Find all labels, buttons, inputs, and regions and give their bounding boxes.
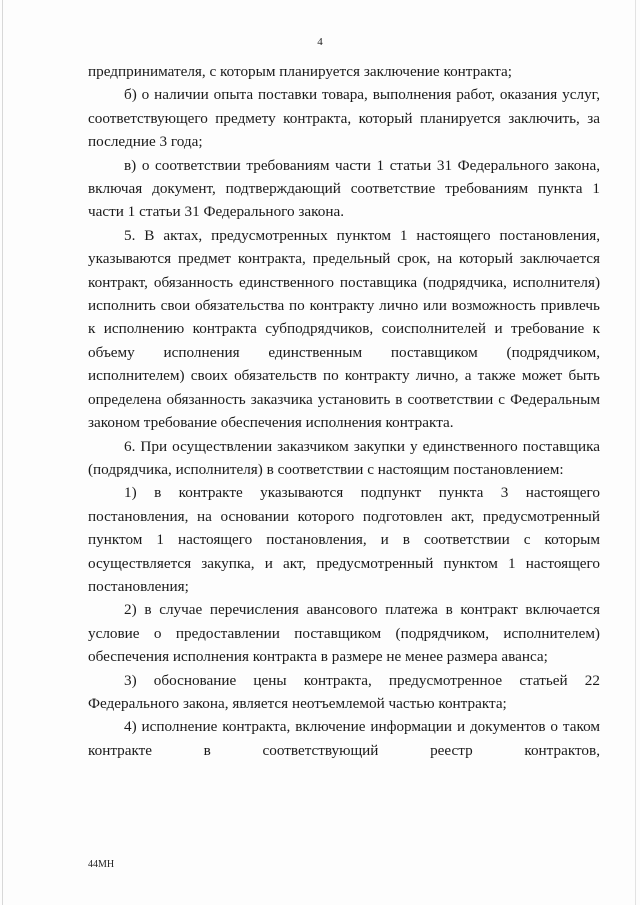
paragraph-item-3: 3) обоснование цены контракта, предусмотренное статьей 22 Федерального закона, является неотъемлемой частью контракта; — [88, 671, 600, 712]
paragraph-item-v: в) о соответствии требованиям части 1 статьи 31 Федерального закона, включая документ, подтверждающий соответствие требованиям пункта 1 части 1 статьи 31 Федерального закона. — [88, 156, 600, 221]
paragraph-item-b: б) о наличии опыта поставки товара, выполнения работ, оказания услуг, соответствующего предмету контракта, который планируется заключить, за последние 3 года; — [88, 86, 600, 151]
page-number: 4 — [317, 36, 323, 48]
paragraph-continuation: предпринимателя, с которым планируется заключение контракта; — [88, 63, 512, 80]
paragraph-clause-5: 5. В актах, предусмотренных пунктом 1 настоящего постановления, указываются предмет контракта, предельный срок, на который заключается контракт, обязанность единственного поставщика (подрядчика, исполнителя) исполнить свои обязательства по контракту лично или возможность привлечь к исполнению контракта субподрядчиков, соисполнителей и требование к объему исполнения единственным поставщиком (подрядчиком, исполнителем) своих обязательств по контракту лично, а также может быть определена обязанность заказчика установить в соответствии с Федеральным законом требование обеспечения исполнения контракта. — [88, 226, 600, 432]
document-body — [88, 60, 600, 762]
scan-edge-left — [2, 0, 3, 905]
scan-edge-right — [635, 0, 636, 905]
footer-code: 44МН — [88, 859, 115, 870]
paragraph-item-1: 1) в контракте указываются подпункт пункта 3 настоящего постановления, на основании которого подготовлен акт, предусмотренный пунктом 1 настоящего постановления, и в соответствии с которым осуществляется закупка, и акт, предусмотренный пунктом 1 настоящего постановления; — [88, 484, 600, 595]
paragraph-item-2: 2) в случае перечисления авансового платежа в контракт включается условие о предоставлении поставщиком (подрядчиком, исполнителем) обеспечения исполнения контракта в размере не менее размера аванса; — [88, 601, 600, 666]
paragraph-item-4: 4) исполнение контракта, включение информации и документов о таком контракте в соответствующий реестр контрактов, — [88, 718, 600, 759]
paragraph-clause-6: 6. При осуществлении заказчиком закупки у единственного поставщика (подрядчика, исполнителя) в соответствии с настоящим постановлением: — [88, 437, 600, 478]
